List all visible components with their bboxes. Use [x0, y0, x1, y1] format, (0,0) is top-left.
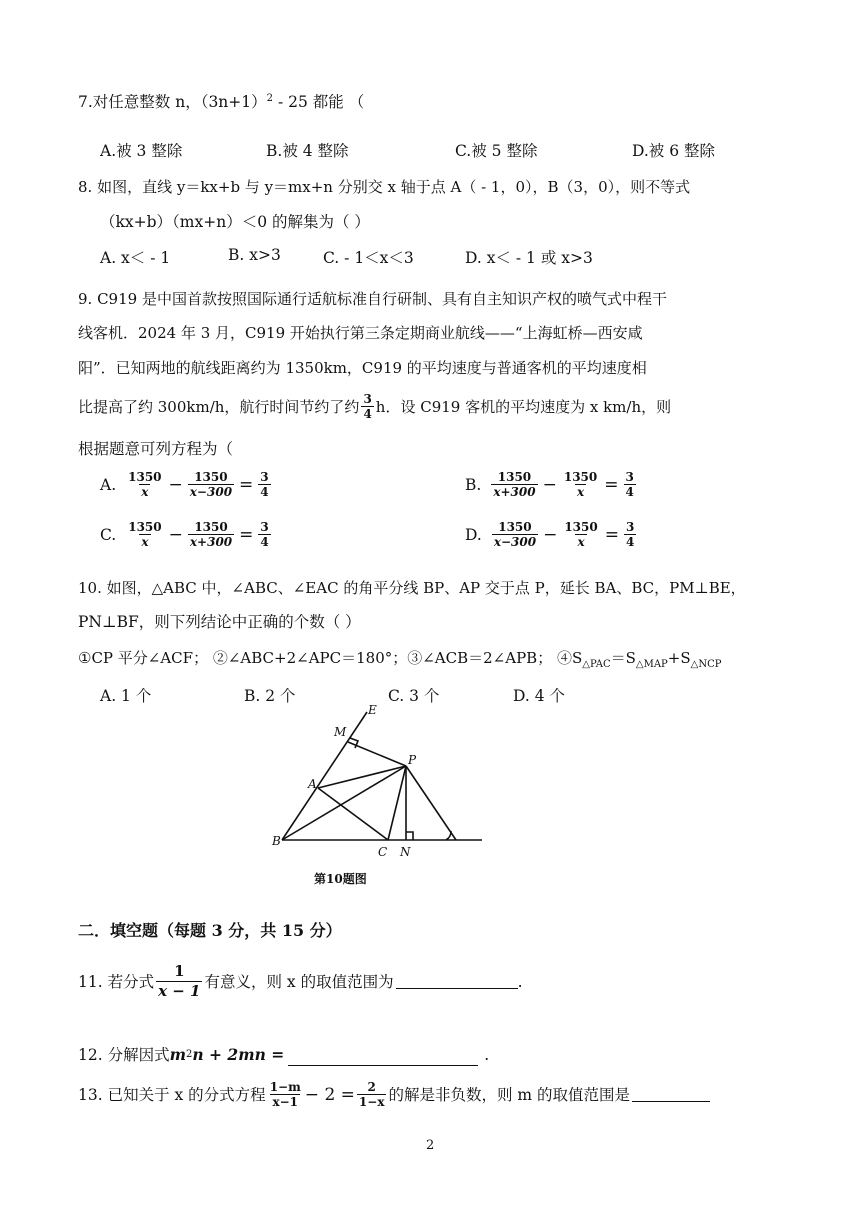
- line-p-right: [406, 766, 456, 840]
- q13-stem: [78, 1080, 710, 1109]
- fraction: [492, 520, 538, 549]
- q10-statements: [78, 647, 721, 676]
- minus-sign: −: [168, 474, 183, 495]
- fraction-numerator: 1350: [128, 470, 162, 484]
- q7-stem-tail: - 25 都能 （: [273, 93, 365, 112]
- equals-sign: =: [604, 474, 619, 495]
- q7-option-b[interactable]: B.被 4 整除: [266, 142, 349, 160]
- q11-period: .: [517, 972, 523, 991]
- q9-stem-line3: 阳”．已知两地的航线距离约为 1350km，C919 的平均速度与普通客机的平均速度相: [78, 359, 647, 377]
- fraction-numerator: 1350: [497, 470, 532, 484]
- statement-equals: ＝S: [610, 649, 636, 667]
- q10-option-b[interactable]: B. 2 个: [244, 687, 296, 705]
- fraction: [562, 520, 599, 549]
- q12-answer-blank[interactable]: [288, 1051, 478, 1066]
- q12-period: .: [484, 1046, 490, 1064]
- fraction-numerator: 3: [625, 520, 635, 534]
- fraction: [126, 520, 163, 549]
- option-label: D.: [465, 525, 482, 544]
- q8-stem-line1: 8. 如图，直线 y＝kx+b 与 y＝mx+n 分别交 x 轴于点 A（ - 1，0），B（3，0），则不等式: [78, 178, 691, 196]
- fraction-numerator: 1350: [498, 520, 532, 534]
- fraction-denominator: x − 1: [158, 982, 201, 1000]
- q12-exponent: 2: [185, 1049, 193, 1060]
- q7-exponent: 2: [266, 93, 274, 104]
- fraction-denominator: 4: [363, 407, 372, 421]
- label-m: M: [334, 725, 347, 739]
- fraction-numerator: 1350: [194, 470, 228, 484]
- fraction-numerator: 3: [363, 392, 372, 406]
- fraction: [258, 470, 270, 499]
- q8-option-c[interactable]: C. - 1＜x＜3: [323, 249, 414, 267]
- fraction-denominator: x+300: [493, 485, 536, 499]
- q9-stem-line5: 根据题意可列方程为（: [78, 440, 234, 458]
- q10-option-d[interactable]: D. 4 个: [513, 687, 566, 705]
- fraction-denominator: x−1: [272, 1095, 299, 1109]
- fraction: [624, 470, 636, 499]
- q8-stem-line2: （kx+b）（mx+n）＜0 的解集为（ ）: [100, 213, 370, 231]
- equals-sign: =: [604, 524, 619, 545]
- q13-answer-blank[interactable]: [632, 1087, 710, 1102]
- label-n: N: [400, 845, 411, 859]
- q10-option-a[interactable]: A. 1 个: [100, 687, 152, 705]
- q9-stem-line1: 9. C919 是中国首款按照国际通行适航标准自行研制、具有自主知识产权的喷气式中程干: [78, 290, 667, 308]
- q9-line4-text: 比提高了约 300km/h，航行时间节约了约: [78, 397, 360, 416]
- label-p: P: [408, 753, 417, 767]
- fraction-numerator: 1350: [563, 470, 598, 484]
- equals-sign: =: [239, 474, 254, 495]
- q13-middle: − 2 =: [304, 1084, 355, 1105]
- fraction-denominator: 4: [625, 485, 634, 499]
- label-e: E: [368, 703, 377, 717]
- page-number: 2: [426, 1138, 435, 1153]
- statement-plus: +S: [667, 649, 691, 667]
- option-label: A.: [100, 475, 117, 494]
- q8-option-d[interactable]: D. x＜ - 1 或 x>3: [465, 249, 593, 267]
- q7-stem-text: 7.对任意整数 n，（3n+1）: [78, 93, 267, 112]
- fraction-numerator: 2: [367, 1080, 376, 1094]
- fraction: [258, 520, 270, 549]
- fraction-denominator: x+300: [189, 535, 233, 549]
- q8-option-b[interactable]: B. x>3: [228, 246, 281, 264]
- option-label: B.: [465, 475, 482, 494]
- fraction-numerator: 1350: [564, 520, 598, 534]
- q10-option-c[interactable]: C. 3 个: [388, 687, 440, 705]
- fraction-denominator: x: [141, 485, 149, 499]
- q13-stem-tail: 的解是非负数，则 m 的取值范围是: [388, 1085, 631, 1104]
- fraction: [491, 470, 537, 499]
- fraction-numerator: 1350: [194, 520, 228, 534]
- subscript: △MAP: [635, 659, 668, 670]
- q12-expr-rest: n + 2mn =: [192, 1045, 285, 1064]
- angle-mark: [446, 831, 451, 840]
- fraction-numerator: 1350: [128, 520, 162, 534]
- q11-answer-blank[interactable]: [396, 974, 518, 989]
- right-angle-n: [406, 832, 413, 840]
- minus-sign: −: [542, 474, 557, 495]
- fraction-denominator: 4: [260, 535, 269, 549]
- subscript: △NCP: [690, 659, 722, 670]
- fraction-numerator: 1: [174, 962, 185, 980]
- line-ac: [318, 788, 388, 840]
- q11-stem-text: 11. 若分式: [78, 972, 155, 991]
- fraction-numerator: 3: [260, 520, 269, 534]
- q12-stem-text: 12. 分解因式: [78, 1046, 170, 1064]
- q10-stem-line1: 10. 如图，△ABC 中，∠ABC、∠EAC 的角平分线 BP、AP 交于点 P，延长 BA、BC，PM⊥BE，: [78, 579, 746, 597]
- q10-geometry-figure: [270, 700, 490, 865]
- q7-option-c[interactable]: C.被 5 整除: [455, 142, 538, 160]
- fraction-denominator: x−300: [189, 485, 233, 499]
- fraction: [126, 470, 163, 499]
- label-b: B: [272, 834, 281, 848]
- line-cp: [388, 766, 406, 840]
- q9-option-c[interactable]: [100, 520, 273, 549]
- q11-stem: [78, 962, 523, 1001]
- fraction-denominator: 4: [260, 485, 269, 499]
- line-bp: [282, 766, 406, 840]
- fraction-denominator: x: [576, 485, 585, 499]
- q10-stem-line2: PN⊥BF，则下列结论中正确的个数（ ）: [78, 613, 361, 631]
- label-a: A: [308, 777, 317, 791]
- q8-option-a[interactable]: A. x＜ - 1: [100, 249, 171, 267]
- fraction-numerator: 3: [625, 470, 634, 484]
- q12-stem: [78, 1044, 489, 1066]
- line-be: [282, 712, 367, 840]
- q7-stem: [78, 88, 364, 113]
- fraction: [188, 520, 234, 549]
- q10-statements-text: ①CP 平分∠ACF； ②∠ABC+2∠APC＝180°；③∠ACB＝2∠APB； ④S: [78, 649, 583, 667]
- line-ap: [318, 766, 406, 788]
- equals-sign: =: [239, 524, 254, 545]
- q7-option-d[interactable]: D.被 6 整除: [632, 142, 716, 160]
- q11-fraction: [156, 962, 202, 1001]
- q9-time-fraction: [361, 392, 373, 421]
- q13-fraction-1: [268, 1080, 303, 1109]
- q12-expr-m: m: [169, 1045, 186, 1064]
- subscript: △PAC: [582, 659, 611, 670]
- minus-sign: −: [168, 524, 183, 545]
- q9-stem-line4: [78, 392, 671, 421]
- fraction: [624, 520, 636, 549]
- q9-option-d[interactable]: [465, 520, 638, 549]
- minus-sign: −: [543, 524, 558, 545]
- q9-line4-tail: h．设 C919 客机的平均速度为 x km/h，则: [375, 397, 672, 416]
- q9-option-b[interactable]: [465, 470, 638, 499]
- option-label: C.: [100, 525, 117, 544]
- q10-figure-caption: 第10题图: [314, 872, 367, 886]
- fraction-denominator: 4: [625, 535, 635, 549]
- fraction-denominator: x−300: [493, 535, 537, 549]
- q11-stem-tail: 有意义，则 x 的取值范围为: [204, 972, 394, 991]
- fraction-numerator: 3: [260, 470, 269, 484]
- section-2-title: 二．填空题（每题 3 分，共 15 分）: [78, 921, 342, 940]
- label-c: C: [378, 845, 388, 859]
- fraction-denominator: x: [577, 535, 585, 549]
- q7-option-a[interactable]: A.被 3 整除: [100, 142, 183, 160]
- q13-fraction-2: [357, 1080, 387, 1109]
- fraction-denominator: x: [141, 535, 149, 549]
- q9-stem-line2: 线客机．2024 年 3 月，C919 开始执行第三条定期商业航线——“上海虹桥—西安咸: [78, 324, 643, 342]
- q9-option-a[interactable]: [100, 470, 273, 499]
- fraction: [188, 470, 234, 499]
- fraction: [562, 470, 599, 499]
- fraction-numerator: 1−m: [269, 1080, 301, 1094]
- q13-stem-text: 13. 已知关于 x 的分式方程: [78, 1085, 266, 1104]
- fraction-denominator: 1−x: [358, 1095, 385, 1109]
